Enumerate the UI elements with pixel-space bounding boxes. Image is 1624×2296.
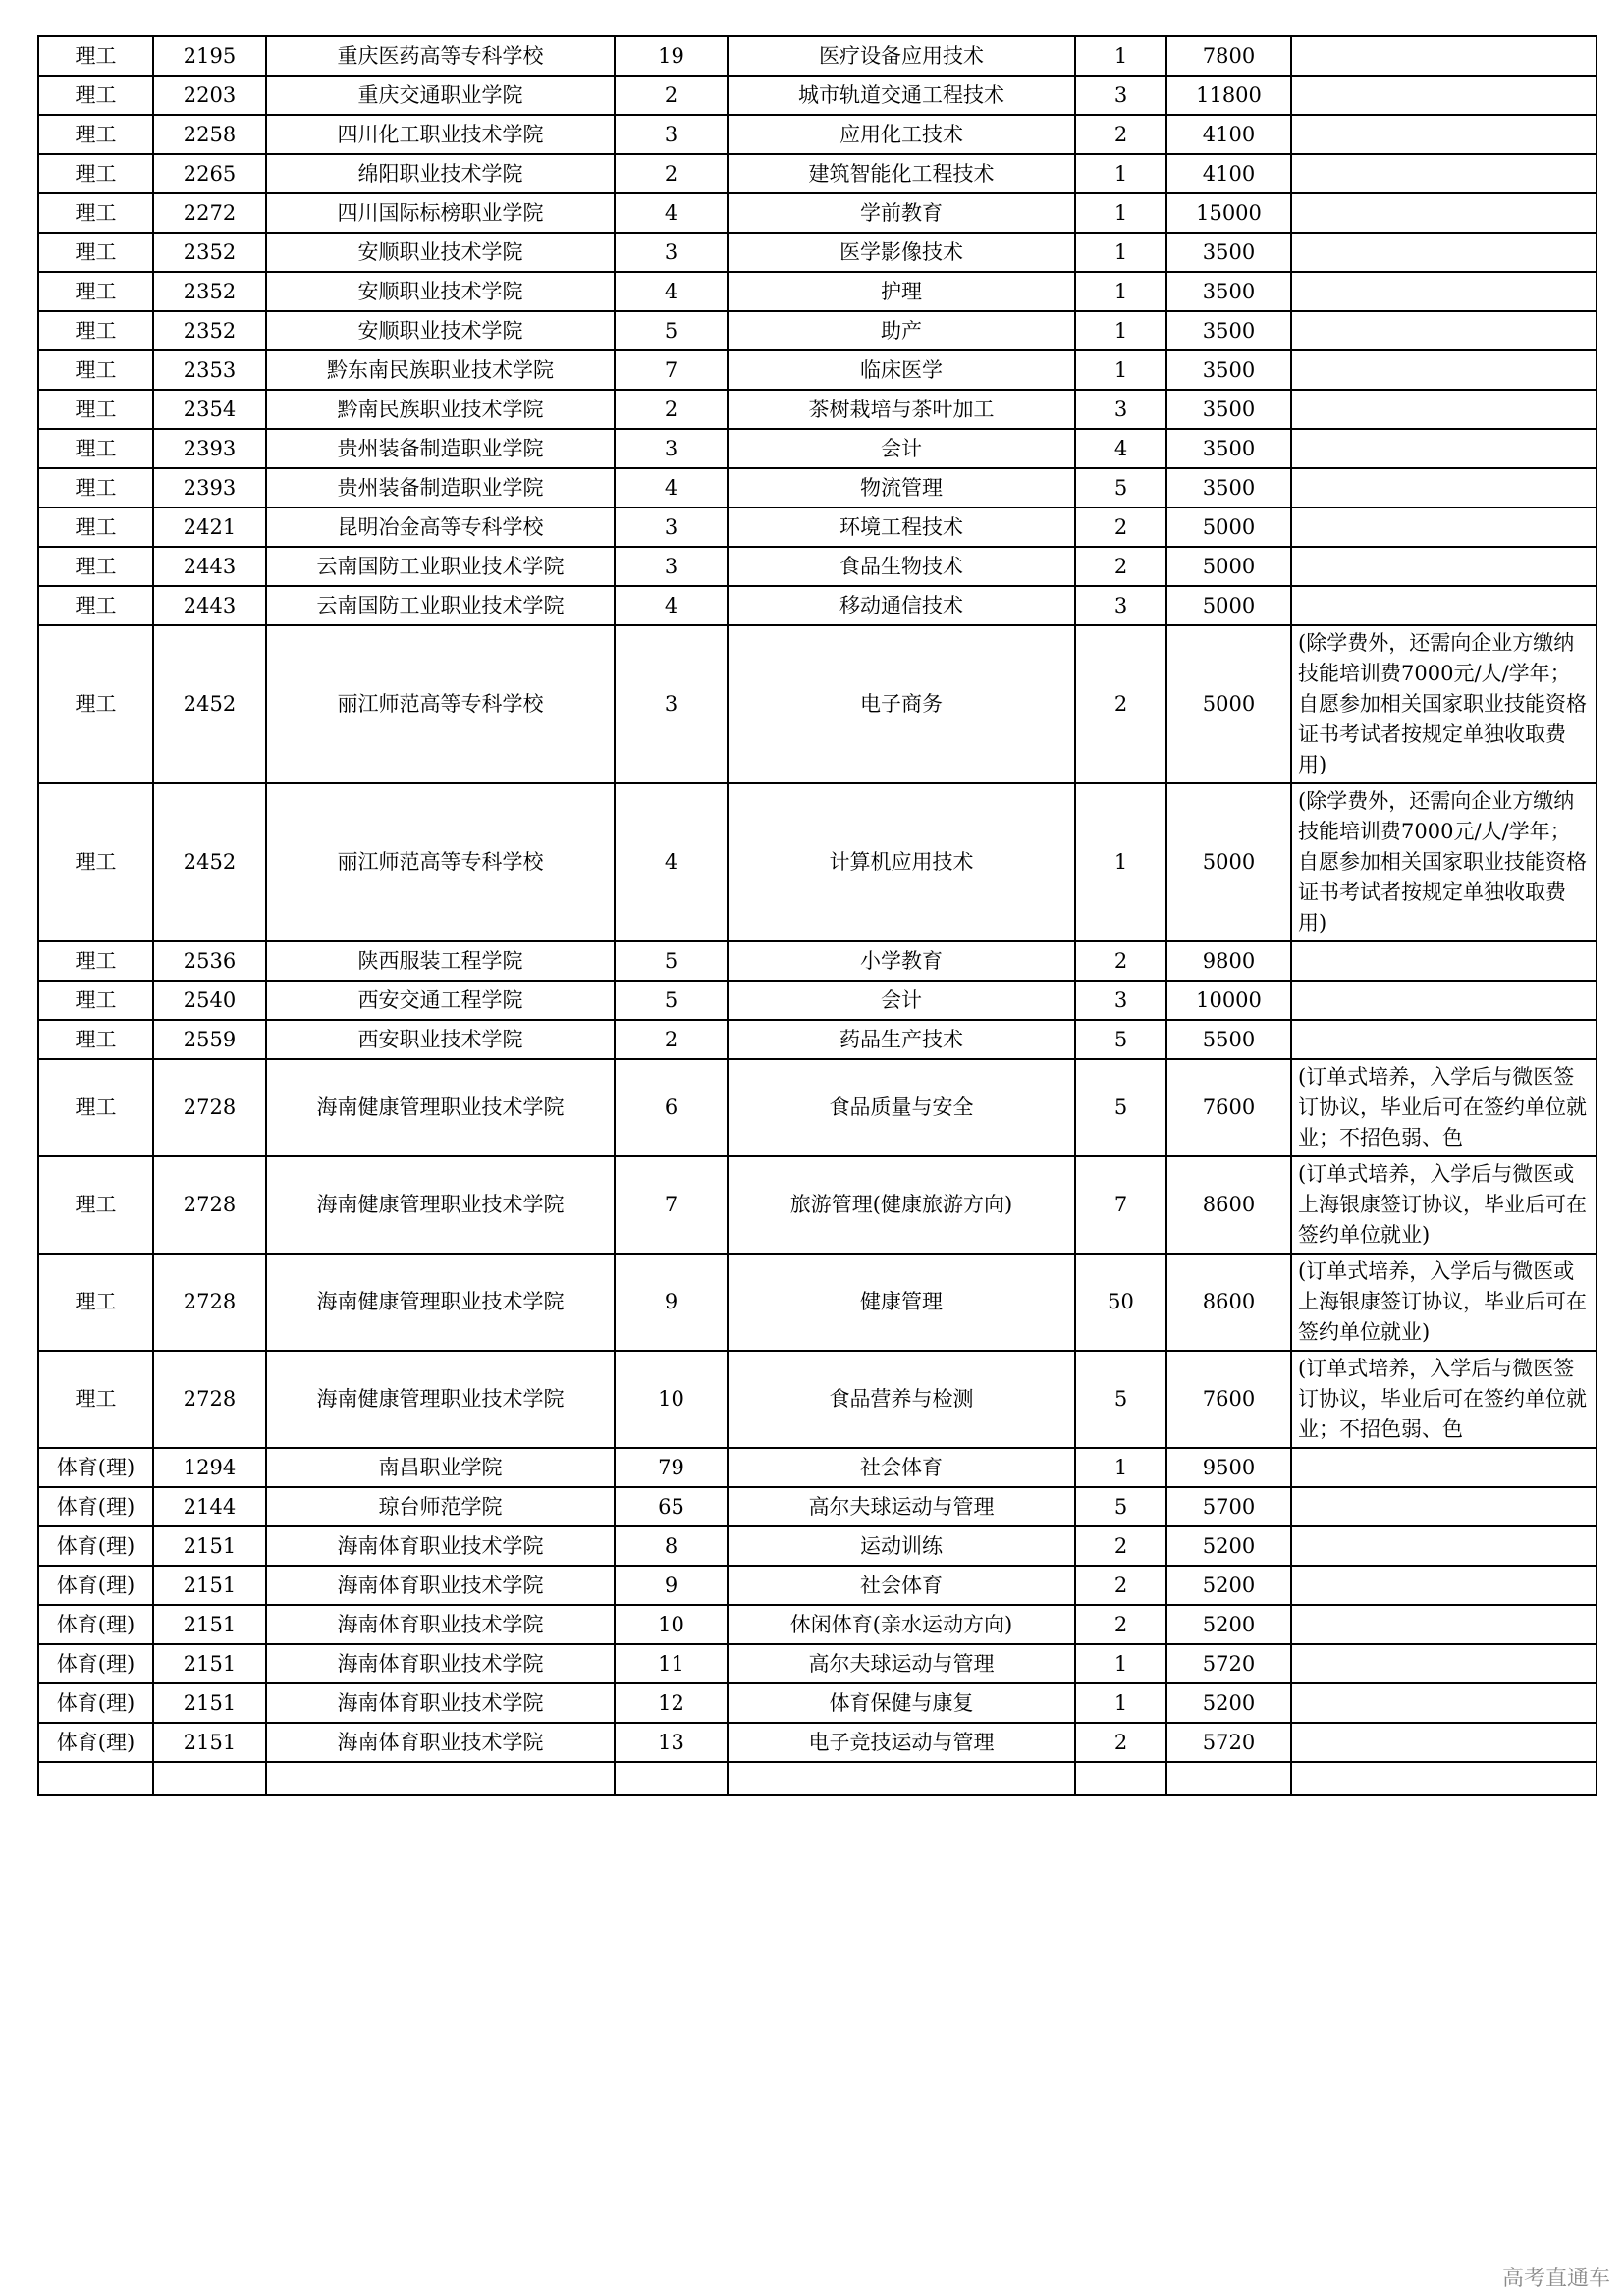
- table-row: [38, 311, 1597, 350]
- table-row-empty: [38, 1762, 1597, 1795]
- cell-plan-count: 1: [1075, 36, 1166, 76]
- cell-school-name: 昆明冶金高等专科学校: [266, 507, 615, 547]
- cell-empty: [615, 1762, 728, 1795]
- cell-major-code: 2: [615, 390, 728, 429]
- cell-note: [1291, 1526, 1597, 1566]
- watermark: 高考直通车: [1501, 2267, 1610, 2291]
- cell-plan-count: 50: [1075, 1254, 1166, 1351]
- cell-major-name: 电子竞技运动与管理: [728, 1723, 1075, 1762]
- cell-tuition: 5720: [1166, 1644, 1291, 1683]
- cell-tuition: 5000: [1166, 783, 1291, 941]
- cell-tuition: 3500: [1166, 468, 1291, 507]
- cell-school-name: 陕西服装工程学院: [266, 941, 615, 981]
- cell-tuition: 9500: [1166, 1448, 1291, 1487]
- cell-note: [1291, 468, 1597, 507]
- cell-empty: [153, 1762, 266, 1795]
- cell-type: 理工: [38, 429, 153, 468]
- cell-note: [1291, 981, 1597, 1020]
- cell-type: 理工: [38, 390, 153, 429]
- cell-major-code: 4: [615, 468, 728, 507]
- cell-tuition: 9800: [1166, 941, 1291, 981]
- cell-tuition: 5500: [1166, 1020, 1291, 1059]
- cell-plan-count: 1: [1075, 311, 1166, 350]
- cell-major-code: 2: [615, 154, 728, 193]
- cell-school-name: 云南国防工业职业技术学院: [266, 586, 615, 625]
- cell-school-code: 2151: [153, 1526, 266, 1566]
- cell-tuition: 8600: [1166, 1156, 1291, 1254]
- cell-type: 理工: [38, 1020, 153, 1059]
- cell-empty: [728, 1762, 1075, 1795]
- cell-note: [1291, 1723, 1597, 1762]
- cell-major-name: 临床医学: [728, 350, 1075, 390]
- cell-major-name: 环境工程技术: [728, 507, 1075, 547]
- cell-major-code: 65: [615, 1487, 728, 1526]
- cell-type: 理工: [38, 193, 153, 233]
- cell-plan-count: 1: [1075, 1448, 1166, 1487]
- cell-school-name: 云南国防工业职业技术学院: [266, 547, 615, 586]
- cell-school-code: 2540: [153, 981, 266, 1020]
- cell-school-code: 2421: [153, 507, 266, 547]
- cell-note: [1291, 1605, 1597, 1644]
- cell-major-name: 医学影像技术: [728, 233, 1075, 272]
- cell-school-name: 西安职业技术学院: [266, 1020, 615, 1059]
- cell-school-name: 绵阳职业技术学院: [266, 154, 615, 193]
- cell-type: 理工: [38, 547, 153, 586]
- cell-tuition: 3500: [1166, 233, 1291, 272]
- table-row: [38, 1526, 1597, 1566]
- cell-school-name: 重庆医药高等专科学校: [266, 36, 615, 76]
- cell-school-code: 2151: [153, 1605, 266, 1644]
- cell-major-name: 食品营养与检测: [728, 1351, 1075, 1448]
- cell-major-name: 会计: [728, 981, 1075, 1020]
- cell-tuition: 5000: [1166, 625, 1291, 783]
- cell-school-code: 2443: [153, 586, 266, 625]
- cell-tuition: 11800: [1166, 76, 1291, 115]
- cell-major-name: 护理: [728, 272, 1075, 311]
- cell-major-name: 茶树栽培与茶叶加工: [728, 390, 1075, 429]
- cell-school-code: 2354: [153, 390, 266, 429]
- cell-school-code: 2728: [153, 1156, 266, 1254]
- cell-school-name: 海南体育职业技术学院: [266, 1644, 615, 1683]
- cell-school-name: 丽江师范高等专科学校: [266, 625, 615, 783]
- cell-note: [1291, 1020, 1597, 1059]
- cell-plan-count: 2: [1075, 547, 1166, 586]
- cell-tuition: 3500: [1166, 350, 1291, 390]
- cell-empty: [266, 1762, 615, 1795]
- cell-plan-count: 5: [1075, 1351, 1166, 1448]
- cell-note: (除学费外，还需向企业方缴纳技能培训费7000元/人/学年；自愿参加相关国家职业技能资格证书考试者按规定单独收取费用): [1291, 783, 1597, 941]
- cell-note: [1291, 154, 1597, 193]
- cell-type: 体育(理): [38, 1448, 153, 1487]
- cell-school-code: 2452: [153, 625, 266, 783]
- cell-type: 理工: [38, 233, 153, 272]
- table-row: [38, 1156, 1597, 1254]
- cell-major-name: 运动训练: [728, 1526, 1075, 1566]
- cell-note: [1291, 1683, 1597, 1723]
- cell-school-name: 安顺职业技术学院: [266, 311, 615, 350]
- cell-plan-count: 5: [1075, 1020, 1166, 1059]
- cell-type: 理工: [38, 586, 153, 625]
- cell-school-code: 2352: [153, 272, 266, 311]
- cell-plan-count: 3: [1075, 76, 1166, 115]
- cell-type: 理工: [38, 36, 153, 76]
- cell-plan-count: 5: [1075, 1487, 1166, 1526]
- cell-school-code: 2258: [153, 115, 266, 154]
- cell-school-code: 2443: [153, 547, 266, 586]
- cell-type: 理工: [38, 1156, 153, 1254]
- cell-school-code: 2151: [153, 1566, 266, 1605]
- table-row: [38, 941, 1597, 981]
- cell-empty: [38, 1762, 153, 1795]
- cell-school-name: 丽江师范高等专科学校: [266, 783, 615, 941]
- table-row: [38, 1683, 1597, 1723]
- cell-plan-count: 1: [1075, 154, 1166, 193]
- cell-major-name: 助产: [728, 311, 1075, 350]
- cell-major-code: 6: [615, 1059, 728, 1156]
- cell-major-name: 药品生产技术: [728, 1020, 1075, 1059]
- cell-school-code: 2151: [153, 1683, 266, 1723]
- cell-tuition: 5200: [1166, 1566, 1291, 1605]
- table-row: [38, 390, 1597, 429]
- cell-type: 体育(理): [38, 1683, 153, 1723]
- cell-major-code: 79: [615, 1448, 728, 1487]
- cell-major-code: 4: [615, 586, 728, 625]
- cell-tuition: 5200: [1166, 1605, 1291, 1644]
- cell-major-code: 5: [615, 981, 728, 1020]
- cell-major-code: 3: [615, 507, 728, 547]
- cell-tuition: 5000: [1166, 507, 1291, 547]
- cell-school-code: 2203: [153, 76, 266, 115]
- cell-tuition: 10000: [1166, 981, 1291, 1020]
- cell-school-name: 海南体育职业技术学院: [266, 1605, 615, 1644]
- cell-tuition: 5000: [1166, 586, 1291, 625]
- cell-type: 体育(理): [38, 1644, 153, 1683]
- cell-note: [1291, 429, 1597, 468]
- cell-school-code: 1294: [153, 1448, 266, 1487]
- cell-plan-count: 3: [1075, 586, 1166, 625]
- cell-note: [1291, 233, 1597, 272]
- table-row: [38, 1566, 1597, 1605]
- cell-school-code: 2728: [153, 1254, 266, 1351]
- cell-type: 理工: [38, 981, 153, 1020]
- cell-type: 理工: [38, 941, 153, 981]
- cell-school-name: 黔南民族职业技术学院: [266, 390, 615, 429]
- cell-plan-count: 2: [1075, 941, 1166, 981]
- cell-school-name: 海南健康管理职业技术学院: [266, 1351, 615, 1448]
- cell-major-name: 医疗设备应用技术: [728, 36, 1075, 76]
- cell-major-name: 休闲体育(亲水运动方向): [728, 1605, 1075, 1644]
- table-row: [38, 1644, 1597, 1683]
- cell-major-name: 社会体育: [728, 1566, 1075, 1605]
- cell-school-code: 2265: [153, 154, 266, 193]
- cell-major-name: 应用化工技术: [728, 115, 1075, 154]
- table-row: [38, 1605, 1597, 1644]
- cell-school-name: 贵州装备制造职业学院: [266, 429, 615, 468]
- cell-school-name: 安顺职业技术学院: [266, 272, 615, 311]
- cell-major-code: 9: [615, 1566, 728, 1605]
- cell-tuition: 4100: [1166, 115, 1291, 154]
- cell-plan-count: 2: [1075, 1526, 1166, 1566]
- cell-major-name: 建筑智能化工程技术: [728, 154, 1075, 193]
- cell-major-code: 5: [615, 941, 728, 981]
- cell-tuition: 7800: [1166, 36, 1291, 76]
- cell-type: 体育(理): [38, 1487, 153, 1526]
- table-row: [38, 272, 1597, 311]
- table-row: [38, 429, 1597, 468]
- cell-school-code: 2352: [153, 233, 266, 272]
- table-row: [38, 76, 1597, 115]
- cell-type: 体育(理): [38, 1566, 153, 1605]
- cell-tuition: 4100: [1166, 154, 1291, 193]
- cell-major-code: 4: [615, 193, 728, 233]
- cell-type: 理工: [38, 1351, 153, 1448]
- cell-plan-count: 5: [1075, 1059, 1166, 1156]
- cell-plan-count: 2: [1075, 1605, 1166, 1644]
- cell-tuition: 7600: [1166, 1059, 1291, 1156]
- cell-tuition: 15000: [1166, 193, 1291, 233]
- cell-type: 理工: [38, 115, 153, 154]
- cell-plan-count: 1: [1075, 1683, 1166, 1723]
- cell-major-name: 体育保健与康复: [728, 1683, 1075, 1723]
- cell-major-code: 19: [615, 36, 728, 76]
- cell-plan-count: 2: [1075, 625, 1166, 783]
- cell-school-name: 海南体育职业技术学院: [266, 1526, 615, 1566]
- cell-plan-count: 1: [1075, 193, 1166, 233]
- cell-major-code: 10: [615, 1351, 728, 1448]
- table-row: [38, 586, 1597, 625]
- cell-school-name: 海南体育职业技术学院: [266, 1723, 615, 1762]
- cell-school-code: 2352: [153, 311, 266, 350]
- cell-school-name: 海南体育职业技术学院: [266, 1566, 615, 1605]
- cell-major-code: 9: [615, 1254, 728, 1351]
- cell-school-code: 2728: [153, 1059, 266, 1156]
- cell-tuition: 8600: [1166, 1254, 1291, 1351]
- cell-school-code: 2536: [153, 941, 266, 981]
- cell-plan-count: 5: [1075, 468, 1166, 507]
- cell-major-name: 食品生物技术: [728, 547, 1075, 586]
- cell-school-code: 2393: [153, 468, 266, 507]
- cell-school-name: 贵州装备制造职业学院: [266, 468, 615, 507]
- cell-empty: [1166, 1762, 1291, 1795]
- cell-note: [1291, 390, 1597, 429]
- cell-major-code: 2: [615, 76, 728, 115]
- cell-note: [1291, 272, 1597, 311]
- cell-major-code: 12: [615, 1683, 728, 1723]
- cell-major-name: 旅游管理(健康旅游方向): [728, 1156, 1075, 1254]
- cell-major-name: 计算机应用技术: [728, 783, 1075, 941]
- cell-type: 理工: [38, 507, 153, 547]
- table-row: [38, 981, 1597, 1020]
- cell-tuition: 5200: [1166, 1683, 1291, 1723]
- cell-note: (订单式培养，入学后与微医签订协议，毕业后可在签约单位就业；不招色弱、色: [1291, 1059, 1597, 1156]
- cell-plan-count: 1: [1075, 783, 1166, 941]
- cell-school-code: 2728: [153, 1351, 266, 1448]
- table-row: [38, 115, 1597, 154]
- cell-school-name: 黔东南民族职业技术学院: [266, 350, 615, 390]
- cell-major-name: 健康管理: [728, 1254, 1075, 1351]
- table-row: [38, 468, 1597, 507]
- cell-major-name: 高尔夫球运动与管理: [728, 1644, 1075, 1683]
- cell-note: [1291, 547, 1597, 586]
- cell-note: [1291, 1448, 1597, 1487]
- table-row: [38, 154, 1597, 193]
- cell-type: 理工: [38, 311, 153, 350]
- table-row: [38, 1487, 1597, 1526]
- cell-plan-count: 1: [1075, 350, 1166, 390]
- cell-plan-count: 7: [1075, 1156, 1166, 1254]
- table-row: [38, 1723, 1597, 1762]
- cell-major-name: 小学教育: [728, 941, 1075, 981]
- cell-school-name: 海南健康管理职业技术学院: [266, 1156, 615, 1254]
- cell-note: (除学费外，还需向企业方缴纳技能培训费7000元/人/学年；自愿参加相关国家职业技能资格证书考试者按规定单独收取费用): [1291, 625, 1597, 783]
- cell-school-name: 安顺职业技术学院: [266, 233, 615, 272]
- cell-note: [1291, 941, 1597, 981]
- cell-major-name: 高尔夫球运动与管理: [728, 1487, 1075, 1526]
- cell-note: [1291, 36, 1597, 76]
- enrollment-table: [37, 35, 1597, 1796]
- cell-empty: [1291, 1762, 1597, 1795]
- cell-major-code: 10: [615, 1605, 728, 1644]
- cell-note: [1291, 350, 1597, 390]
- cell-school-code: 2452: [153, 783, 266, 941]
- cell-major-name: 电子商务: [728, 625, 1075, 783]
- cell-major-code: 8: [615, 1526, 728, 1566]
- table-row: [38, 1059, 1597, 1156]
- table-row: [38, 507, 1597, 547]
- cell-school-code: 2195: [153, 36, 266, 76]
- cell-type: 理工: [38, 468, 153, 507]
- cell-major-name: 物流管理: [728, 468, 1075, 507]
- cell-school-code: 2151: [153, 1644, 266, 1683]
- cell-type: 理工: [38, 350, 153, 390]
- cell-major-name: 社会体育: [728, 1448, 1075, 1487]
- table-row: [38, 1351, 1597, 1448]
- cell-tuition: 3500: [1166, 272, 1291, 311]
- cell-school-code: 2144: [153, 1487, 266, 1526]
- cell-tuition: 7600: [1166, 1351, 1291, 1448]
- table-row: [38, 1448, 1597, 1487]
- cell-major-name: 会计: [728, 429, 1075, 468]
- table-row: [38, 783, 1597, 941]
- cell-plan-count: 1: [1075, 1644, 1166, 1683]
- table-row: [38, 36, 1597, 76]
- cell-tuition: 5720: [1166, 1723, 1291, 1762]
- cell-type: 理工: [38, 272, 153, 311]
- cell-school-name: 重庆交通职业学院: [266, 76, 615, 115]
- cell-major-code: 5: [615, 311, 728, 350]
- cell-type: 体育(理): [38, 1723, 153, 1762]
- cell-school-name: 海南健康管理职业技术学院: [266, 1254, 615, 1351]
- cell-note: [1291, 76, 1597, 115]
- cell-major-name: 移动通信技术: [728, 586, 1075, 625]
- cell-school-code: 2151: [153, 1723, 266, 1762]
- cell-type: 理工: [38, 625, 153, 783]
- cell-note: (订单式培养，入学后与微医签订协议，毕业后可在签约单位就业；不招色弱、色: [1291, 1351, 1597, 1448]
- table-row: [38, 1254, 1597, 1351]
- cell-type: 体育(理): [38, 1605, 153, 1644]
- cell-note: [1291, 1566, 1597, 1605]
- cell-note: [1291, 311, 1597, 350]
- cell-major-code: 3: [615, 625, 728, 783]
- table-row: [38, 233, 1597, 272]
- cell-tuition: 5700: [1166, 1487, 1291, 1526]
- table-row: [38, 193, 1597, 233]
- cell-plan-count: 2: [1075, 115, 1166, 154]
- cell-plan-count: 4: [1075, 429, 1166, 468]
- cell-note: [1291, 586, 1597, 625]
- cell-note: [1291, 115, 1597, 154]
- cell-school-name: 海南体育职业技术学院: [266, 1683, 615, 1723]
- cell-major-code: 7: [615, 350, 728, 390]
- cell-school-code: 2353: [153, 350, 266, 390]
- cell-major-code: 11: [615, 1644, 728, 1683]
- table-row: [38, 350, 1597, 390]
- cell-type: 理工: [38, 783, 153, 941]
- cell-empty: [1075, 1762, 1166, 1795]
- cell-tuition: 3500: [1166, 429, 1291, 468]
- cell-school-name: 南昌职业学院: [266, 1448, 615, 1487]
- cell-tuition: 5200: [1166, 1526, 1291, 1566]
- cell-type: 理工: [38, 76, 153, 115]
- cell-tuition: 3500: [1166, 390, 1291, 429]
- cell-school-name: 四川国际标榜职业学院: [266, 193, 615, 233]
- cell-plan-count: 1: [1075, 272, 1166, 311]
- cell-note: (订单式培养，入学后与微医或上海银康签订协议，毕业后可在签约单位就业): [1291, 1254, 1597, 1351]
- cell-school-name: 四川化工职业技术学院: [266, 115, 615, 154]
- cell-plan-count: 2: [1075, 1566, 1166, 1605]
- table-row: [38, 547, 1597, 586]
- cell-major-code: 3: [615, 547, 728, 586]
- cell-major-name: 学前教育: [728, 193, 1075, 233]
- cell-type: 理工: [38, 1059, 153, 1156]
- cell-plan-count: 3: [1075, 390, 1166, 429]
- cell-major-code: 3: [615, 233, 728, 272]
- cell-type: 理工: [38, 1254, 153, 1351]
- cell-tuition: 3500: [1166, 311, 1291, 350]
- cell-note: [1291, 1644, 1597, 1683]
- cell-major-code: 2: [615, 1020, 728, 1059]
- cell-major-name: 食品质量与安全: [728, 1059, 1075, 1156]
- cell-school-code: 2559: [153, 1020, 266, 1059]
- cell-major-code: 3: [615, 429, 728, 468]
- cell-tuition: 5000: [1166, 547, 1291, 586]
- cell-type: 理工: [38, 154, 153, 193]
- cell-type: 体育(理): [38, 1526, 153, 1566]
- cell-plan-count: 3: [1075, 981, 1166, 1020]
- table-row: [38, 1020, 1597, 1059]
- cell-major-code: 7: [615, 1156, 728, 1254]
- cell-plan-count: 1: [1075, 233, 1166, 272]
- cell-school-name: 琼台师范学院: [266, 1487, 615, 1526]
- cell-school-name: 西安交通工程学院: [266, 981, 615, 1020]
- cell-note: (订单式培养，入学后与微医或上海银康签订协议，毕业后可在签约单位就业): [1291, 1156, 1597, 1254]
- cell-plan-count: 2: [1075, 507, 1166, 547]
- cell-school-code: 2272: [153, 193, 266, 233]
- cell-note: [1291, 507, 1597, 547]
- table-row: [38, 625, 1597, 783]
- cell-major-code: 13: [615, 1723, 728, 1762]
- cell-note: [1291, 1487, 1597, 1526]
- cell-major-code: 4: [615, 783, 728, 941]
- cell-school-code: 2393: [153, 429, 266, 468]
- cell-note: [1291, 193, 1597, 233]
- cell-plan-count: 2: [1075, 1723, 1166, 1762]
- cell-major-name: 城市轨道交通工程技术: [728, 76, 1075, 115]
- cell-major-code: 4: [615, 272, 728, 311]
- cell-school-name: 海南健康管理职业技术学院: [266, 1059, 615, 1156]
- cell-major-code: 3: [615, 115, 728, 154]
